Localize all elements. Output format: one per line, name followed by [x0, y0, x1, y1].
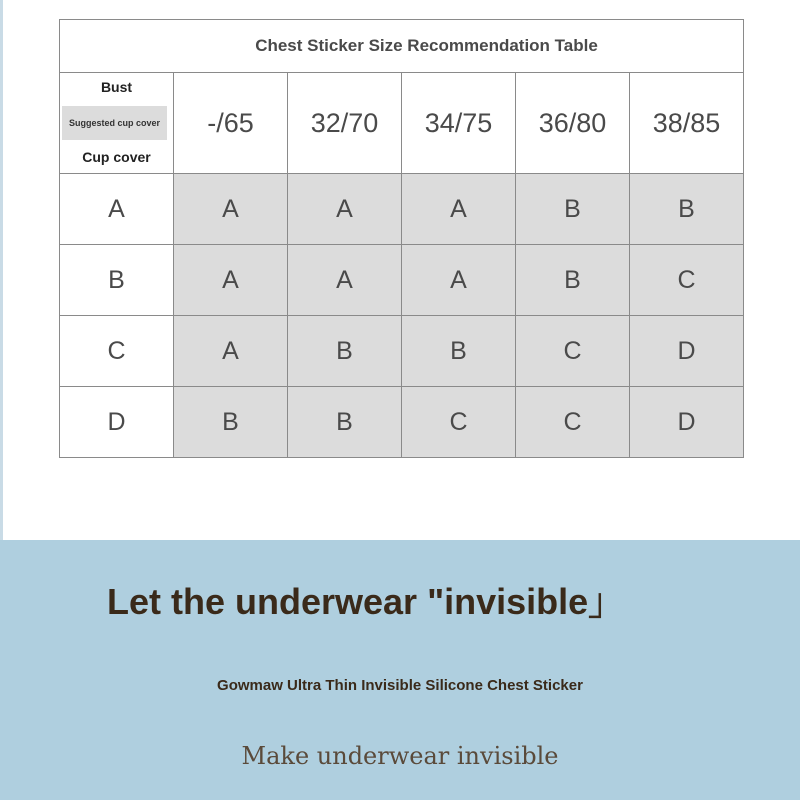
corner-header-cell [60, 73, 174, 174]
row-cup-label: C [60, 316, 174, 387]
cup-cover-label: Cup cover [82, 149, 151, 165]
table-cell: D [630, 387, 744, 458]
table-cell: A [402, 174, 516, 245]
table-cell: B [516, 174, 630, 245]
row-cup-label: A [60, 174, 174, 245]
column-header: -/65 [174, 73, 288, 174]
column-header: 32/70 [288, 73, 402, 174]
table-cell: A [174, 245, 288, 316]
table-row [60, 174, 744, 245]
table-cell: A [174, 316, 288, 387]
table-cell: C [630, 245, 744, 316]
table-cell: B [402, 316, 516, 387]
table-title-row [60, 20, 744, 73]
row-cup-label: D [60, 387, 174, 458]
table-cell: B [174, 387, 288, 458]
table-row [60, 316, 744, 387]
table-row [60, 245, 744, 316]
banner-tagline: Let the underwear "invisible」 [107, 581, 625, 622]
table-cell: B [288, 387, 402, 458]
table-row [60, 387, 744, 458]
table-cell: D [630, 316, 744, 387]
table-cell: B [630, 174, 744, 245]
suggested-cup-label: Suggested cup cover [62, 106, 167, 140]
table-title: Chest Sticker Size Recommendation Table [255, 36, 598, 55]
banner-subtitle: Make underwear invisible [241, 742, 559, 770]
column-header: 36/80 [516, 73, 630, 174]
table-cell: B [516, 245, 630, 316]
size-recommendation-table [59, 19, 744, 458]
table-cell: C [402, 387, 516, 458]
table-cell: B [288, 316, 402, 387]
table-cell: C [516, 316, 630, 387]
row-cup-label: B [60, 245, 174, 316]
column-header: 34/75 [402, 73, 516, 174]
table-cell: C [516, 387, 630, 458]
table-header-row [60, 73, 744, 174]
column-header: 38/85 [630, 73, 744, 174]
table-cell: A [288, 174, 402, 245]
product-name: Gowmaw Ultra Thin Invisible Silicone Chest Sticker [217, 677, 583, 694]
left-edge-stripe [0, 0, 3, 540]
table-cell: A [288, 245, 402, 316]
bust-label: Bust [100, 79, 133, 95]
table-cell: A [402, 245, 516, 316]
table-cell: A [174, 174, 288, 245]
table-title-cell [60, 20, 744, 73]
